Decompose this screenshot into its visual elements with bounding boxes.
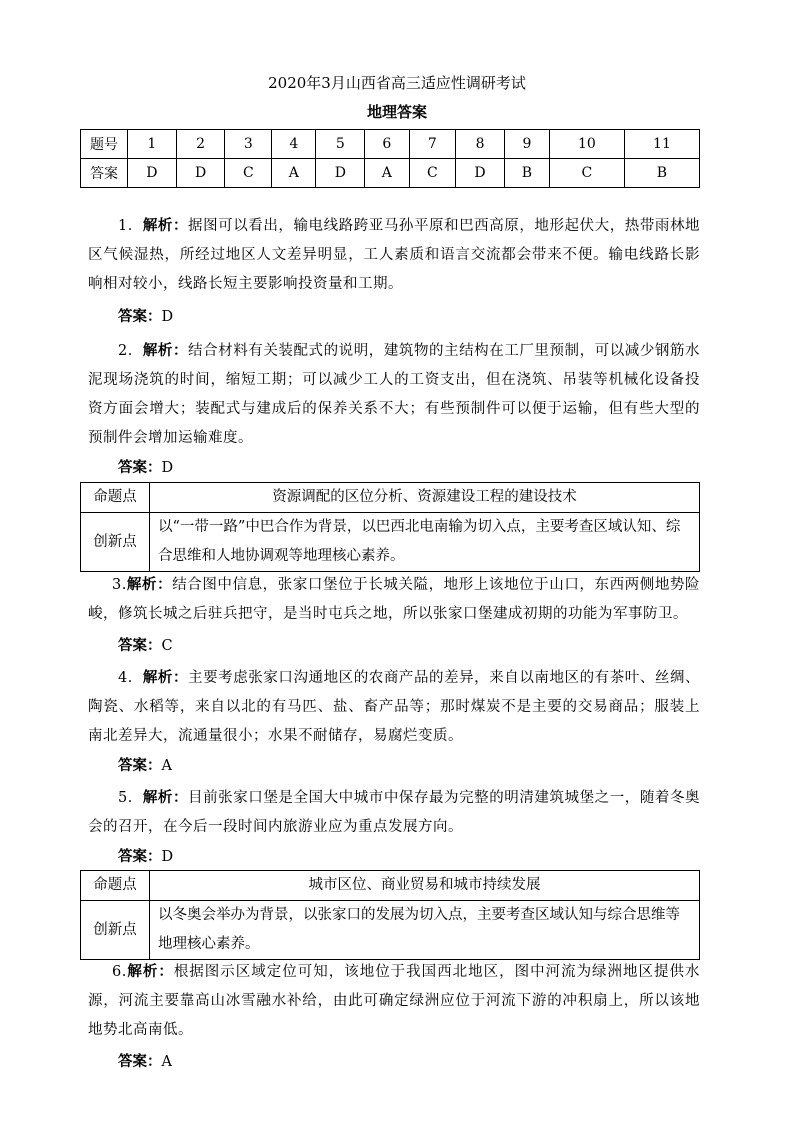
explanation-tag: 解析： <box>142 789 189 806</box>
explanation-tag: 解析： <box>126 576 173 593</box>
question-number: 5． <box>118 790 143 806</box>
answer-row <box>81 159 700 188</box>
question-number-row <box>81 130 700 159</box>
question-number: 1． <box>118 218 143 234</box>
answer-label: 答案： <box>118 757 162 774</box>
question-number-cell: 4 <box>272 130 316 159</box>
proposition-note-table-1 <box>80 482 700 572</box>
explanation-q5 <box>88 783 700 842</box>
question-number: 2． <box>118 343 143 359</box>
explanation-q1 <box>88 211 700 299</box>
answer-cell: B <box>504 159 549 188</box>
note-label-innovation: 创新点 <box>81 513 150 572</box>
answer-cell: D <box>456 159 505 188</box>
answer-q3 <box>118 634 173 655</box>
question-number: 4． <box>118 670 143 686</box>
answer-cell: D <box>316 159 365 188</box>
question-number: 3. <box>112 577 127 593</box>
answer-label: 答案： <box>118 459 162 476</box>
document-title: 2020年3月山西省高三适应性调研考试 <box>268 74 526 92</box>
note-row-proposition <box>81 483 700 513</box>
answer-cell: A <box>365 159 409 188</box>
note-label-proposition: 命题点 <box>81 483 150 513</box>
explanation-text: 结合材料有关装配式的说明，建筑物的主结构在工厂里预制，可以减少钢筋水泥现场浇筑的时间，缩短工期；可以减少工人的工资支出，但在浇筑、吊装等机械化设备投资方面会增大；装配式与建成后的保养关系不大；有些预制件可以便于运输，但有些大型的预制件会增加运输难度。 <box>88 343 701 446</box>
answer-value: C <box>161 638 173 654</box>
note-label-proposition: 命题点 <box>81 871 150 901</box>
question-number-cell: 5 <box>316 130 365 159</box>
question-number: 6. <box>112 964 127 980</box>
answer-q4 <box>118 754 172 775</box>
explanation-text: 据图可以看出，输电线路跨亚马孙平原和巴西高原，地形起伏大，热带雨林地区气候湿热，所经过地区人文差异明显，工人素质和语言交流都会带来不便。输电线路长影响相对较小，线路长短主要影响投资量和工期。 <box>88 218 701 292</box>
answer-cell: B <box>624 159 699 188</box>
note-row-innovation <box>81 901 700 960</box>
answer-label: 答案： <box>118 637 162 654</box>
answer-q1 <box>118 305 173 326</box>
proposition-note-table-2 <box>80 870 700 960</box>
answer-value: A <box>161 758 172 774</box>
answer-cell: C <box>225 159 272 188</box>
explanation-q6 <box>88 957 700 1045</box>
answer-cell: C <box>409 159 456 188</box>
explanation-q2 <box>88 336 700 453</box>
answer-cell: C <box>549 159 624 188</box>
explanation-tag: 解析： <box>142 669 189 686</box>
answer-q2 <box>118 456 173 477</box>
explanation-text: 主要考虑张家口沟通地区的农商产品的差异，来自以南地区的有茶叶、丝绸、陶瓷、水稻等，来自以北的有马匹、盐、畜产品等；那时煤炭不是主要的交易商品；服装上南北差异大，流通量很小；水果不耐储存，易腐烂变质。 <box>88 670 701 744</box>
document-subtitle: 地理答案 <box>366 103 427 121</box>
question-number-cell: 9 <box>504 130 549 159</box>
row-header-answer: 答案 <box>81 159 128 188</box>
answer-cell: A <box>272 159 316 188</box>
question-number-cell: 3 <box>225 130 272 159</box>
row-header-number: 题号 <box>81 130 128 159</box>
explanation-text: 目前张家口堡是全国大中城市中保存最为完整的明清建筑城堡之一，随着冬奥会的召开，在今后一段时间内旅游业应为重点发展方向。 <box>88 790 701 835</box>
answer-label: 答案： <box>118 848 162 865</box>
note-content-proposition: 城市区位、商业贸易和城市持续发展 <box>150 871 700 901</box>
question-number-cell: 6 <box>365 130 409 159</box>
question-number-cell: 8 <box>456 130 505 159</box>
answer-q5 <box>118 845 173 866</box>
answer-value: A <box>161 1054 172 1070</box>
question-number-cell: 2 <box>176 130 225 159</box>
explanation-tag: 解析： <box>142 342 189 359</box>
explanation-text: 根据图示区域定位可知，该地位于我国西北地区，图中河流为绿洲地区提供水源，河流主要靠高山冰雪融水补给，由此可确定绿洲应位于河流下游的冲积扇上，所以该地地势北高南低。 <box>88 964 701 1038</box>
note-content-innovation: 以冬奥会举办为背景，以张家口的发展为切入点，主要考查区域认知与综合思维等地理核心素养。 <box>150 901 700 960</box>
answer-value: D <box>161 460 174 476</box>
answer-cell: D <box>128 159 177 188</box>
note-row-innovation <box>81 513 700 572</box>
explanation-q3 <box>88 570 700 629</box>
answer-label: 答案： <box>118 308 162 325</box>
question-number-cell: 1 <box>128 130 177 159</box>
note-content-innovation: 以“一带一路”中巴合作为背景，以巴西北电南输为切入点，主要考查区域认知、综合思维和人地协调观等地理核心素养。 <box>150 513 700 572</box>
answer-key-table <box>80 129 700 188</box>
answer-q6 <box>118 1050 172 1071</box>
answer-value: D <box>161 309 174 325</box>
explanation-q4 <box>88 663 700 751</box>
note-content-proposition: 资源调配的区位分析、资源建设工程的建设技术 <box>150 483 700 513</box>
question-number-cell: 7 <box>409 130 456 159</box>
question-number-cell: 11 <box>624 130 699 159</box>
note-label-innovation: 创新点 <box>81 901 150 960</box>
note-row-proposition <box>81 871 700 901</box>
explanation-text: 结合图中信息，张家口堡位于长城关隘，地形上该地位于山口，东西两侧地势险峻，修筑长城之后驻兵把守，是当时屯兵之地，所以张家口堡建成初期的功能为军事防卫。 <box>88 577 701 622</box>
question-number-cell: 10 <box>549 130 624 159</box>
explanation-tag: 解析： <box>142 217 189 234</box>
explanation-tag: 解析： <box>126 963 174 980</box>
answer-value: D <box>161 849 174 865</box>
answer-label: 答案： <box>118 1053 162 1070</box>
answer-cell: D <box>176 159 225 188</box>
